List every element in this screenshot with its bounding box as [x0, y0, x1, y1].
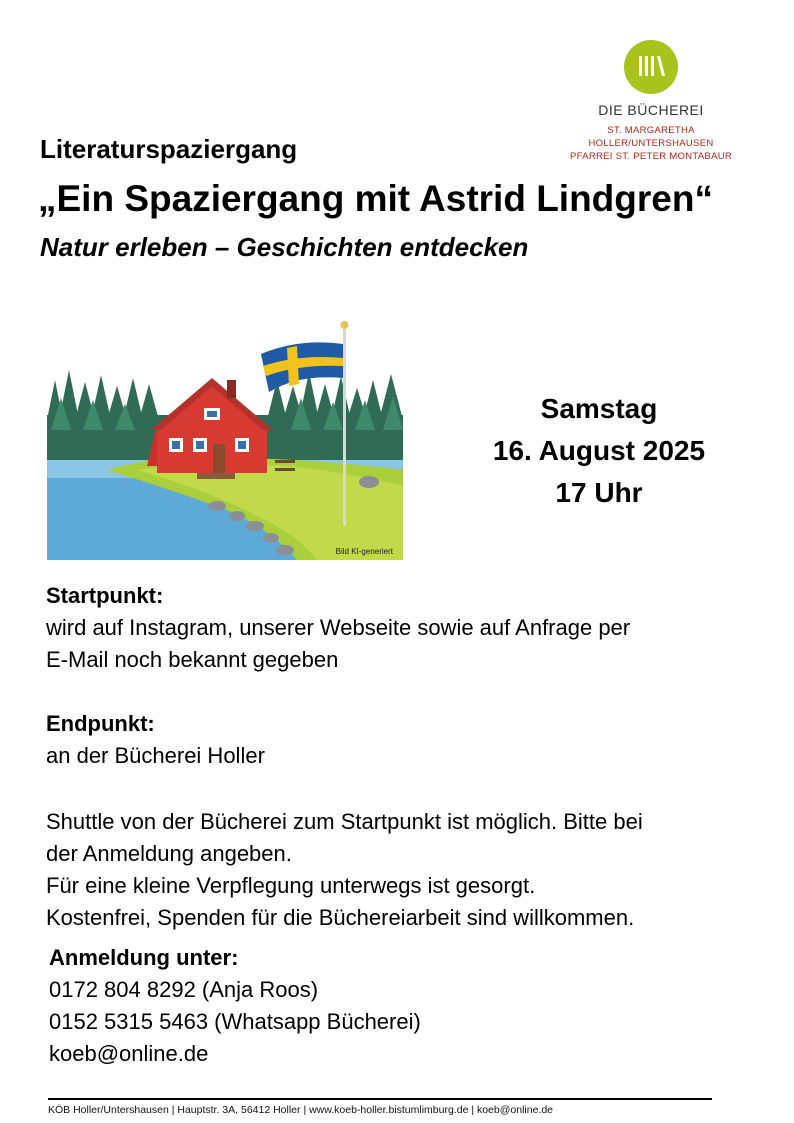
event-title: „Ein Spaziergang mit Astrid Lindgren“	[38, 178, 713, 219]
end-line-1: an der Bücherei Holler	[46, 743, 265, 768]
registration-phone-2: 0152 5315 5463 (Whatsapp Bücherei)	[49, 1009, 421, 1034]
info-line-1: Shuttle von der Bücherei zum Startpunkt ist möglich. Bitte bei	[46, 809, 643, 834]
info-line-2: der Anmeldung angeben.	[46, 841, 292, 866]
info-section	[46, 806, 643, 934]
start-line-2: E-Mail noch bekannt gegeben	[46, 647, 339, 672]
registration-label: Anmeldung unter:	[49, 945, 239, 970]
event-datetime	[470, 388, 728, 514]
logo-parish-line-1: ST. MARGARETHA HOLLER/UNTERSHAUSEN	[588, 125, 714, 149]
registration-section	[49, 942, 421, 1070]
event-day: Samstag	[540, 393, 658, 424]
library-logo	[545, 40, 757, 162]
start-line-1: wird auf Instagram, unserer Webseite sowie auf Anfrage per	[46, 615, 631, 640]
house-lake-illustration	[47, 320, 403, 560]
info-line-4: Kostenfrei, Spenden für die Büchereiarbeit sind willkommen.	[46, 905, 635, 930]
registration-phone-1: 0172 804 8292 (Anja Roos)	[49, 977, 319, 1002]
start-label: Startpunkt:	[46, 583, 164, 608]
start-section	[46, 580, 630, 676]
logo-parish-line-2: PFARREI ST. PETER MONTABAUR	[569, 151, 733, 162]
info-line-3: Für eine kleine Verpflegung unterwegs ist gesorgt.	[46, 873, 536, 898]
books-logo-icon	[624, 40, 678, 94]
logo-name: DIE BÜCHEREI	[598, 102, 704, 118]
image-caption: Bild KI-generiert	[335, 547, 393, 556]
event-date: 16. August 2025	[492, 435, 706, 466]
footer-divider	[48, 1098, 712, 1100]
end-section	[46, 708, 265, 772]
footer-contact: KÖB Holler/Untershausen | Hauptstr. 3A, 56412 Holler | www.koeb-holler.bistumlimburg.de | koeb@online.de	[48, 1104, 554, 1116]
event-time: 17 Uhr	[555, 477, 643, 508]
end-label: Endpunkt:	[46, 711, 155, 736]
registration-email: koeb@online.de	[49, 1041, 209, 1066]
event-kicker: Literaturspaziergang	[40, 134, 298, 164]
event-subtitle: Natur erleben – Geschichten entdecken	[40, 232, 529, 262]
